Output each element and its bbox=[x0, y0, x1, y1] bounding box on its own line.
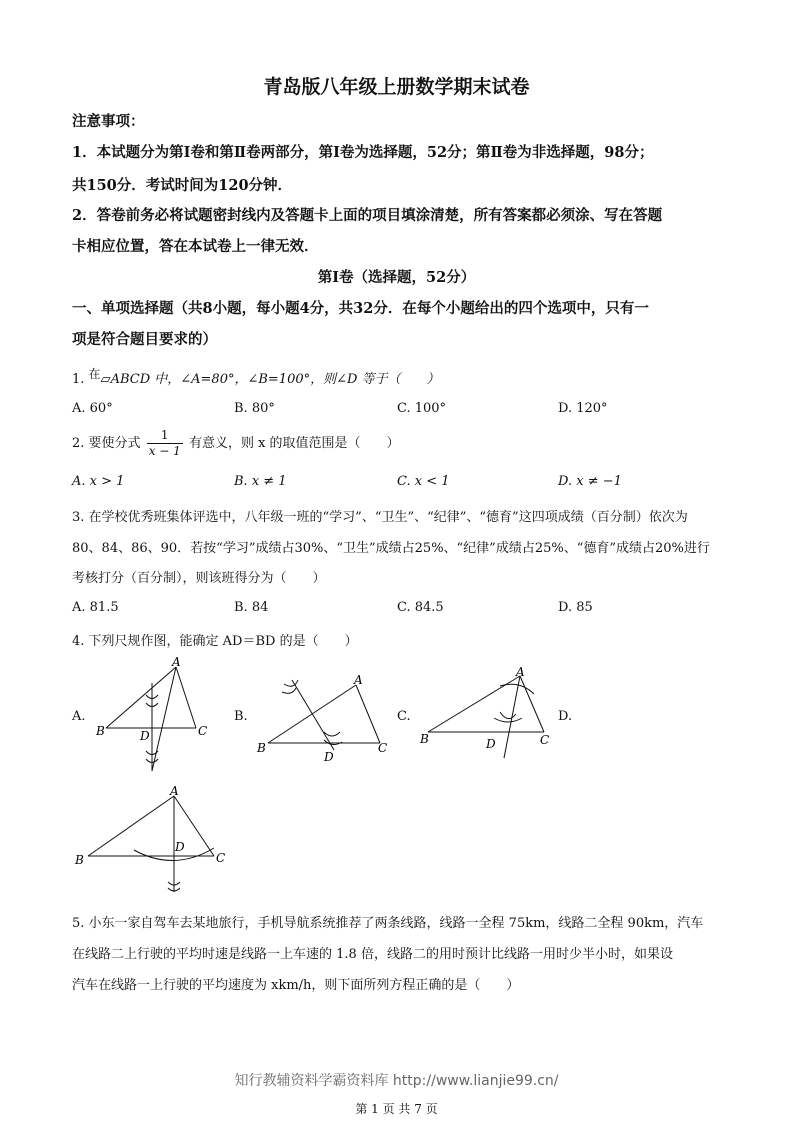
q1-option-c: C. 100° bbox=[397, 401, 447, 416]
watermark-text: 知行教辅资料学霸资料库 http://www.lianjie99.cn/ bbox=[234, 1073, 559, 1089]
question-5-line1: 5. 小东一家自驾车去某地旅行，手机导航系统推荐了两条线路，线路一全程 75km，线路二全程 90km，汽车 bbox=[72, 916, 704, 931]
label-d: D bbox=[324, 750, 334, 764]
q4-option-c-letter: C. bbox=[397, 709, 411, 724]
label-b: B bbox=[257, 741, 266, 755]
q4-option-a-letter: A. bbox=[72, 709, 86, 724]
section-instruction-line2: 项是符合题目要求的） bbox=[72, 331, 217, 348]
q2-option-b: B. x ≠ 1 bbox=[234, 474, 287, 489]
section-instruction-line1: 一、单项选择题（共8小题，每小题4分，共32分．在每个小题给出的四个选项中，只有一 bbox=[72, 300, 649, 317]
question-3-line2: 80、84、86、90．若按“学习”成绩占30%、“卫生”成绩占25%、“纪律”成绩占25%、“德育”成绩占20%进行 bbox=[72, 541, 710, 556]
notice-item2-line1: 2．答卷前务必将试题密封线内及答题卡上面的项目填涂清楚，所有答案都必须涂、写在答题 bbox=[72, 207, 663, 224]
q3-option-b: B. 84 bbox=[234, 600, 269, 615]
q3-option-d: D. 85 bbox=[558, 600, 593, 615]
q3-option-c: C. 84.5 bbox=[397, 600, 444, 615]
label-b: B bbox=[75, 853, 84, 867]
label-d: D bbox=[175, 840, 185, 854]
q4-option-b-letter: B. bbox=[234, 709, 248, 724]
label-a: A bbox=[516, 665, 525, 679]
notice-item1-line2: 共150分．考试时间为120分钟． bbox=[72, 177, 293, 194]
label-a: A bbox=[172, 655, 181, 669]
page-number: 第 1 页 共 7 页 bbox=[355, 1102, 438, 1116]
question-text: ABCD 中，∠A=80°，∠B=100°，则∠D 等于（ ） bbox=[110, 372, 440, 387]
notice-item2-line2: 卡相应位置，答在本试卷上一律无效． bbox=[72, 238, 319, 255]
label-c: C bbox=[198, 724, 208, 738]
label-d: D bbox=[140, 729, 150, 743]
q3-option-a: A. 81.5 bbox=[72, 600, 119, 615]
question-5-line2: 在线路二上行驶的平均时速是线路一上车速的 1.8 倍，线路二的用时预计比线路一用时少半小时，如果设 bbox=[72, 947, 673, 962]
question-text-before: 要使分式 bbox=[88, 436, 141, 451]
label-a: A bbox=[354, 673, 363, 687]
label-d: D bbox=[486, 737, 496, 751]
label-b: B bbox=[96, 724, 105, 738]
question-4: 4. 下列尺规作图，能确定 AD＝BD 的是（ ） bbox=[72, 634, 358, 649]
label-c: C bbox=[378, 741, 388, 755]
label-c: C bbox=[540, 733, 550, 747]
section-heading: 第Ⅰ卷（选择题，52分） bbox=[317, 269, 476, 286]
parallelogram-symbol: ▱ bbox=[100, 372, 111, 387]
question-number: 2. bbox=[72, 436, 85, 451]
notice-item1-line1: 1．本试题分为第Ⅰ卷和第Ⅱ卷两部分，第Ⅰ卷为选择题，52分；第Ⅱ卷为非选择题，98分； bbox=[72, 144, 654, 161]
q4-option-d-letter: D. bbox=[558, 709, 573, 724]
question-3-line1: 3. 在学校优秀班集体评选中，八年级一班的“学习”、“卫生”、“纪律”、“德育”这四项成绩（百分制）依次为 bbox=[72, 510, 688, 525]
question-5-line3: 汽车在线路一上行驶的平均速度为 xkm/h，则下面所列方程正确的是（ ） bbox=[72, 978, 520, 993]
q1-option-a: A. 60° bbox=[72, 401, 113, 416]
question-3-line3: 考核打分（百分制），则该班得分为（ ） bbox=[72, 571, 326, 586]
label-b: B bbox=[420, 732, 429, 746]
q2-option-a: A. x > 1 bbox=[72, 474, 125, 489]
figure-c bbox=[416, 660, 561, 760]
page-title: 青岛版八年级上册数学期末试卷 bbox=[263, 76, 530, 98]
fraction bbox=[147, 428, 183, 459]
q2-option-c: C. x < 1 bbox=[397, 474, 450, 489]
question-1 bbox=[72, 368, 440, 387]
fraction-numerator: 1 bbox=[147, 428, 183, 444]
q2-option-d: D. x ≠ −1 bbox=[558, 474, 622, 489]
fraction-denominator: x − 1 bbox=[148, 444, 181, 458]
question-2 bbox=[72, 428, 400, 459]
notice-heading: 注意事项： bbox=[72, 113, 145, 130]
question-prefix: 在 bbox=[88, 367, 101, 381]
label-a: A bbox=[170, 784, 179, 798]
figure-a bbox=[90, 655, 220, 775]
q1-option-b: B. 80° bbox=[234, 401, 275, 416]
question-number: 1. bbox=[72, 372, 85, 387]
figure-d bbox=[72, 782, 242, 897]
question-text-after: 有意义，则 x 的取值范围是（ ） bbox=[188, 436, 400, 451]
figure-b bbox=[252, 670, 397, 770]
label-c: C bbox=[216, 851, 226, 865]
q1-option-d: D. 120° bbox=[558, 401, 608, 416]
